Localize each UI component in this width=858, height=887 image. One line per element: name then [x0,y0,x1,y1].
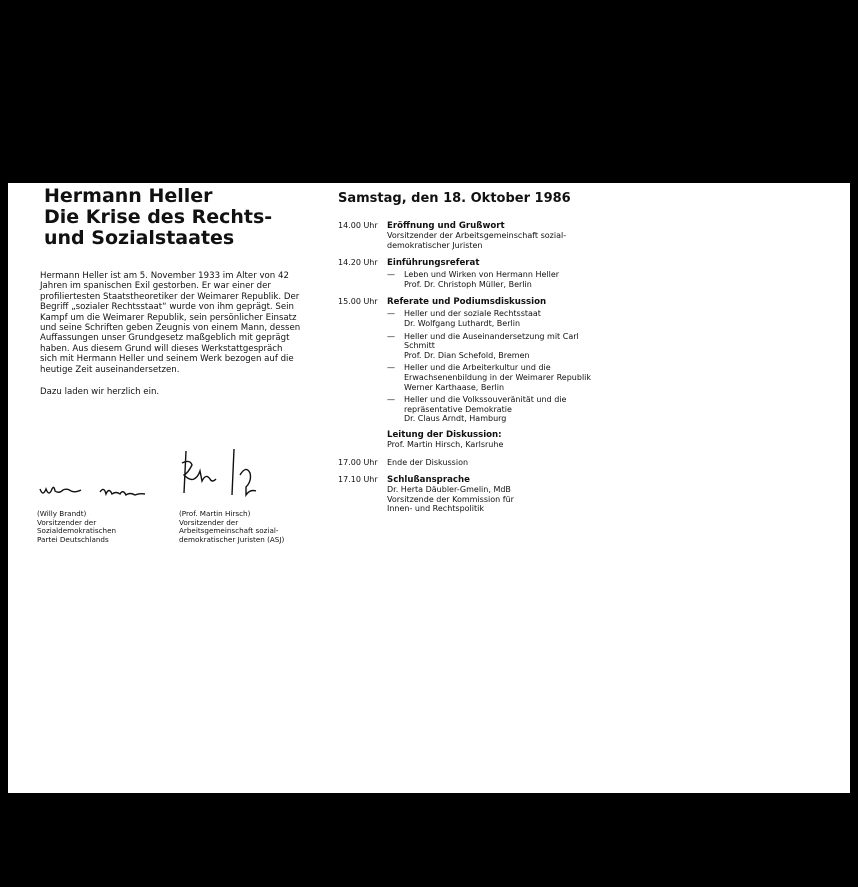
schedule-item [338,297,628,424]
intro-paragraph: Hermann Heller ist am 5. November 1933 im Alter von 42 Jahren im spanischen Exil gestorben. Er war einer der profiliertesten Staatstheoretiker der Weimarer Republik. Der Begriff „sozialer Rechtsstaat“ wurde von ihm geprägt. Sein Kampf um die Weimarer Republik, sein persönlicher Einsatz und seine Schriften geben Zeugnis von einem Mann, dessen Auffassungen unser Grundgesetz maßgeblich mit geprägt haben. Aus diesem Grund will dieses Werkstattgespräch sich mit Hermann Heller und seinem Werk bezogen auf die heutige Zeit auseinandersetzen. [40,271,301,375]
signer-role: Sozialdemokratischen [37,526,117,535]
talk-line: Erwachsenenbildung in der Weimarer Republik [404,372,592,382]
talk-entry [387,395,628,424]
schedule-item [338,475,628,514]
moderation-title: Leitung der Diskussion: [387,429,502,440]
item-line: Dr. Herta Däubler-Gmelin, MdB [387,485,511,495]
title-line-3: und Sozialstaates [44,227,235,249]
invitation-line: Dazu laden wir herzlich ein. [40,387,160,398]
talk-entry [387,309,628,328]
talk-line: Heller und die Arbeiterkultur und die [404,363,551,373]
signer-name: (Willy Brandt) [37,509,87,518]
talk-line: Werner Karthaase, Berlin [404,382,505,392]
talk-line: Prof. Dr. Dian Schefold, Bremen [404,350,530,360]
item-line: Innen- und Rechtspolitik [387,504,484,514]
schedule [338,191,628,522]
signer-role: Vorsitzender der [37,517,97,527]
item-time: 15.00 Uhr [338,297,378,307]
invitation-page [8,183,850,793]
title-line-1: Hermann Heller [44,185,213,207]
talk-line: Dr. Claus Arndt, Hamburg [404,414,507,424]
item-line: Vorsitzende der Kommission für [387,494,514,504]
signature-brandt-image [38,483,153,501]
item-title: Eröffnung und Grußwort [387,221,505,231]
dash-bullet: — [387,395,395,405]
signer-role: Partei Deutschlands [37,534,109,544]
talk-entry [387,332,628,361]
talk-line: repräsentative Demokratie [404,404,512,414]
signature-hirsch [179,510,284,544]
dash-bullet: — [387,331,395,341]
signer-role: Arbeitsgemeinschaft sozial- [179,526,279,535]
schedule-item [338,221,628,250]
item-title: Schlußansprache [387,475,470,486]
item-time: 14.00 Uhr [338,221,378,230]
talk-line: Dr. Wolfgang Luthardt, Berlin [404,318,521,328]
schedule-heading: Samstag, den 18. Oktober 1986 [338,191,571,206]
signer-name: (Prof. Martin Hirsch) [179,509,251,518]
item-plain-text: Ende der Diskussion [387,457,469,467]
dash-bullet: — [387,309,395,319]
item-line: Vorsitzender der Arbeitsgemeinschaft sozial- [387,231,567,240]
item-time: 17.00 Uhr [338,457,378,467]
talk-entry [387,270,628,289]
talk-line: Heller und die Auseinandersetzung mit Carl [404,331,579,341]
item-title: Referate und Podiumsdiskussion [387,297,547,308]
moderator-name: Prof. Martin Hirsch, Karlsruhe [387,439,504,449]
talk-line: Leben und Wirken von Hermann Heller [404,270,560,280]
talk-line: Schmitt [404,341,435,351]
signature-brandt [37,510,116,544]
title-line-2: Die Krise des Rechts- [44,206,273,228]
talk-line: Prof. Dr. Christoph Müller, Berlin [404,279,532,289]
signature-hirsch-image [180,445,275,503]
dash-bullet: — [387,363,395,373]
schedule-item [338,258,628,289]
signer-role: Vorsitzender der [179,517,239,527]
item-time: 17.10 Uhr [338,475,378,485]
dash-bullet: — [387,270,395,280]
item-time: 14.20 Uhr [338,258,378,268]
intro-text [40,271,302,409]
signer-role: demokratischer Juristen (ASJ) [179,534,285,544]
discussion-moderation [387,430,628,450]
item-line: demokratischer Juristen [387,240,483,250]
talk-line: Heller und die Volkssouveränität und die [404,395,567,405]
schedule-item [338,458,628,468]
document-title [44,186,272,249]
item-title: Einführungsreferat [387,258,480,269]
talk-entry [387,363,628,392]
talk-line: Heller und der soziale Rechtsstaat [404,309,541,319]
